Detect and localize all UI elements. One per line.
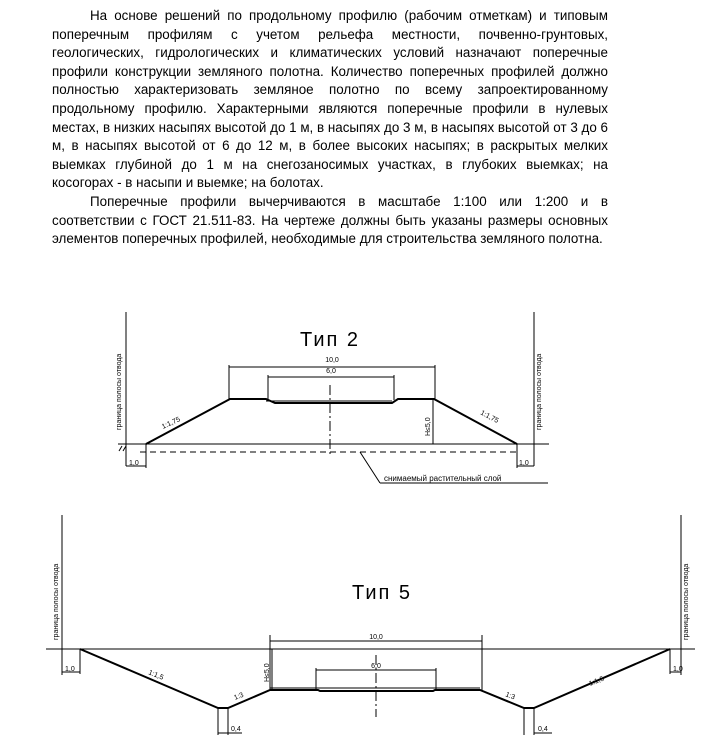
slope-inner-right-label: 1:3 xyxy=(504,691,516,702)
paragraph-1: На основе решений по продольному профилю (рабочим отметкам) и типовым поперечным профилям с учетом рельефа местности, почвенно-грунтовых, геологических, гидрологических и климатических условий назначают поперечные профили конструкции земляного полотна. Количество поперечных профилей должно полностью характеризовать земляное полотно по всему запроектированному продольному профилю. Характерными являются поперечные профили в нулевых местах, в низких насыпях высотой до 1 м, в насыпях до 3 м, в насыпях высотой от 3 до 6 м, в насыпях высотой от 6 до 12 м, в более высоких насыпях; в раскрытых мелких выемках глубиной до 1 м на снегозаносимых участках, в глубоких выемках; на косогорах - в насыпи и выемке; на болотах. xyxy=(52,8,608,191)
drawing-type-5 xyxy=(46,515,695,735)
paragraph-2: Поперечные профили вычерчиваются в масштабе 1:100 или 1:200 и в соответствии с ГОСТ 21.511-83. На чертеже должны быть указаны размеры основных элементов поперечных профилей, необходимые для строительства земляного полотна. xyxy=(52,193,608,247)
cut-profile-outline xyxy=(80,649,670,708)
dim-top-label: 10,0 xyxy=(325,357,339,364)
drawing-2-title: Тип 5 xyxy=(351,582,413,604)
offset-left-label-2: 1,0 xyxy=(65,666,75,673)
dim-inner-label-2: 6,0 xyxy=(371,663,381,670)
slope-outer-right-label: 1:1,5 xyxy=(588,675,606,688)
slope-left-label: 1:1,75 xyxy=(160,416,182,431)
offset-left-label: 1,0 xyxy=(129,460,139,467)
embankment-outline xyxy=(146,399,517,444)
slope-inner-left-label: 1:3 xyxy=(233,691,245,702)
height-label: H≤5,0 xyxy=(425,417,432,436)
ditch-left-label: 0,4 xyxy=(231,726,241,733)
slope-outer-left-label: 1:1,5 xyxy=(147,669,165,682)
offset-right-label: 1,0 xyxy=(519,460,529,467)
note-leader xyxy=(360,452,380,483)
right-boundary-label-2: граница полосы отвода xyxy=(683,563,690,640)
note-label: снимаемый растительный слой xyxy=(384,474,502,483)
left-boundary-label-2: граница полосы отвода xyxy=(53,563,60,640)
right-boundary-label: граница полосы отвода xyxy=(536,353,543,430)
dim-top-label-2: 10,0 xyxy=(369,634,383,641)
dim-inner-label: 6,0 xyxy=(326,368,336,375)
left-boundary-label: граница полосы отвода xyxy=(116,353,123,430)
drawing-1-title: Тип 2 xyxy=(299,329,361,351)
height-label-2: H≤5,0 xyxy=(264,663,271,682)
slope-right-label: 1:1,75 xyxy=(479,409,500,425)
offset-right-label-2: 1,0 xyxy=(673,666,683,673)
ditch-right-label: 0,4 xyxy=(538,726,548,733)
drawing-type-2 xyxy=(116,312,549,483)
